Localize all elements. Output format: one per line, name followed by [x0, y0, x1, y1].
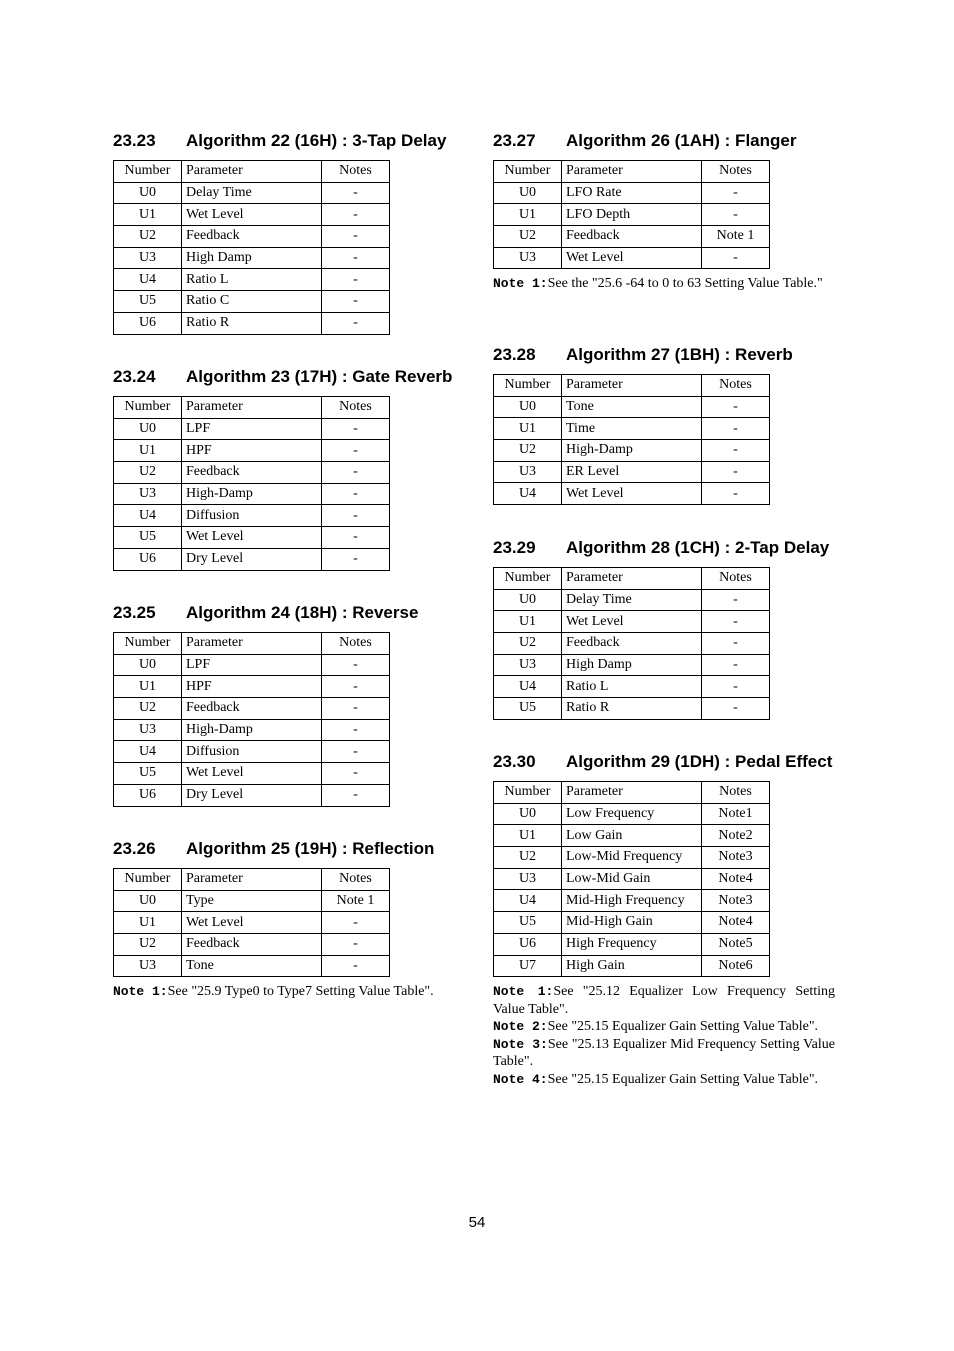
cell-number: U0 [494, 803, 562, 825]
cell-parameter: Wet Level [562, 611, 702, 633]
cell-number: U0 [494, 182, 562, 204]
cell-notes: Note3 [702, 890, 770, 912]
cell-notes: - [702, 698, 770, 720]
cell-notes: - [322, 269, 390, 291]
cell-notes: Note1 [702, 803, 770, 825]
cell-notes: Note5 [702, 933, 770, 955]
cell-number: U5 [494, 912, 562, 934]
column-header: Notes [322, 869, 390, 891]
table-row [114, 483, 390, 505]
table-row [494, 440, 770, 462]
cell-parameter: Low-Mid Frequency [562, 847, 702, 869]
cell-notes: Note3 [702, 847, 770, 869]
cell-notes: - [322, 741, 390, 763]
cell-number: U2 [494, 440, 562, 462]
table-row [494, 204, 770, 226]
cell-notes: - [322, 418, 390, 440]
cell-number: U1 [114, 912, 182, 934]
column-header: Number [494, 782, 562, 804]
cell-parameter: LFO Depth [562, 204, 702, 226]
cell-parameter: Diffusion [182, 741, 322, 763]
table-row [494, 589, 770, 611]
table-notes [113, 983, 455, 1001]
cell-parameter: Wet Level [182, 527, 322, 549]
cell-notes: - [322, 719, 390, 741]
cell-parameter: Mid-High Gain [562, 912, 702, 934]
parameter-table [493, 160, 770, 269]
parameter-table [113, 632, 390, 807]
note-item [493, 1018, 835, 1036]
cell-number: U3 [114, 247, 182, 269]
section-23-29 [493, 537, 829, 720]
note-text: See "25.13 Equalizer Mid Frequency Setting Value Table". [493, 1036, 835, 1070]
cell-parameter: Dry Level [182, 784, 322, 806]
cell-notes: Note2 [702, 825, 770, 847]
note-text: See "25.15 Equalizer Gain Setting Value Table". [547, 1019, 819, 1035]
section-heading [113, 838, 455, 860]
table-header-row [494, 782, 770, 804]
cell-notes: - [322, 955, 390, 977]
cell-number: U0 [114, 418, 182, 440]
column-header: Parameter [182, 869, 322, 891]
cell-parameter: Wet Level [182, 204, 322, 226]
cell-number: U4 [114, 269, 182, 291]
cell-number: U1 [494, 825, 562, 847]
table-row [114, 247, 390, 269]
cell-parameter: Delay Time [562, 589, 702, 611]
section-number: 23.24 [113, 367, 156, 386]
cell-notes: Note4 [702, 868, 770, 890]
table-row [114, 784, 390, 806]
table-row [114, 676, 390, 698]
cell-notes: Note 1 [322, 890, 390, 912]
section-23-24 [113, 366, 452, 571]
section-heading [113, 130, 446, 152]
note-text: See the "25.6 -64 to 0 to 63 Setting Value Table." [547, 276, 823, 292]
cell-notes: - [322, 505, 390, 527]
table-row [114, 912, 390, 934]
cell-number: U2 [494, 847, 562, 869]
cell-notes: - [322, 291, 390, 313]
section-title: Algorithm 27 (1BH) : Reverb [566, 345, 793, 364]
page-number: 54 [468, 1214, 486, 1231]
table-row [494, 461, 770, 483]
cell-notes: - [322, 527, 390, 549]
table-header-row [494, 375, 770, 397]
table-header-row [494, 568, 770, 590]
column-header: Parameter [182, 633, 322, 655]
cell-parameter: Ratio L [182, 269, 322, 291]
cell-parameter: LFO Rate [562, 182, 702, 204]
cell-number: U4 [114, 505, 182, 527]
parameter-table [493, 567, 770, 720]
column-header: Notes [702, 782, 770, 804]
section-heading [493, 130, 835, 152]
cell-number: U5 [114, 291, 182, 313]
note-label: Note 1: [493, 276, 548, 292]
section-heading [493, 344, 793, 366]
section-23-27 [493, 130, 835, 293]
section-title: Algorithm 29 (1DH) : Pedal Effect [566, 752, 833, 771]
table-row [494, 396, 770, 418]
cell-number: U1 [494, 611, 562, 633]
column-header: Notes [322, 633, 390, 655]
cell-number: U0 [494, 396, 562, 418]
table-row [494, 247, 770, 269]
table-row [114, 741, 390, 763]
note-item [493, 983, 835, 1018]
column-header: Parameter [562, 782, 702, 804]
cell-parameter: Wet Level [562, 483, 702, 505]
cell-parameter: HPF [182, 676, 322, 698]
table-row [494, 654, 770, 676]
cell-parameter: Diffusion [182, 505, 322, 527]
cell-parameter: Low Gain [562, 825, 702, 847]
cell-number: U4 [114, 741, 182, 763]
cell-notes: - [322, 182, 390, 204]
table-header-row [494, 161, 770, 183]
column-header: Notes [322, 161, 390, 183]
cell-parameter: Feedback [182, 462, 322, 484]
cell-notes: - [702, 676, 770, 698]
table-header-row [114, 633, 390, 655]
cell-number: U1 [114, 440, 182, 462]
cell-parameter: Time [562, 418, 702, 440]
table-row [114, 269, 390, 291]
cell-parameter: Ratio L [562, 676, 702, 698]
section-23-30 [493, 751, 835, 1088]
table-row [114, 291, 390, 313]
note-label: Note 4: [493, 1071, 548, 1087]
cell-number: U2 [114, 226, 182, 248]
cell-parameter: Delay Time [182, 182, 322, 204]
cell-notes: - [702, 461, 770, 483]
cell-number: U6 [114, 548, 182, 570]
table-row [114, 527, 390, 549]
cell-number: U1 [494, 204, 562, 226]
table-row [494, 890, 770, 912]
cell-notes: - [322, 763, 390, 785]
cell-parameter: High Damp [562, 654, 702, 676]
table-row [494, 698, 770, 720]
table-row [494, 633, 770, 655]
cell-parameter: LPF [182, 654, 322, 676]
section-23-25 [113, 602, 418, 807]
cell-number: U6 [494, 933, 562, 955]
cell-notes: - [702, 611, 770, 633]
section-heading [493, 751, 835, 773]
note-label: Note 1: [113, 984, 168, 1000]
table-row [114, 698, 390, 720]
cell-parameter: High Damp [182, 247, 322, 269]
table-row [114, 719, 390, 741]
section-number: 23.23 [113, 131, 156, 150]
cell-parameter: Ratio C [182, 291, 322, 313]
cell-notes: - [702, 633, 770, 655]
note-label: Note 1: [493, 984, 554, 1000]
column-header: Number [114, 869, 182, 891]
table-row [494, 955, 770, 977]
cell-parameter: Low Frequency [562, 803, 702, 825]
cell-parameter: Feedback [562, 226, 702, 248]
parameter-table [113, 868, 390, 977]
cell-parameter: High-Damp [562, 440, 702, 462]
cell-parameter: High Frequency [562, 933, 702, 955]
column-header: Number [114, 633, 182, 655]
section-heading [113, 602, 418, 624]
cell-notes: - [322, 462, 390, 484]
parameter-table [113, 160, 390, 335]
section-title: Algorithm 28 (1CH) : 2-Tap Delay [566, 538, 830, 557]
cell-number: U0 [114, 890, 182, 912]
cell-notes: - [702, 182, 770, 204]
section-number: 23.26 [113, 839, 156, 858]
cell-number: U3 [494, 247, 562, 269]
section-title: Algorithm 23 (17H) : Gate Reverb [186, 367, 453, 386]
cell-number: U2 [114, 934, 182, 956]
cell-number: U4 [494, 483, 562, 505]
cell-number: U3 [494, 868, 562, 890]
cell-parameter: Wet Level [182, 912, 322, 934]
cell-parameter: Tone [182, 955, 322, 977]
cell-parameter: HPF [182, 440, 322, 462]
cell-number: U4 [494, 676, 562, 698]
cell-notes: Note 1 [702, 226, 770, 248]
section-number: 23.28 [493, 345, 536, 364]
cell-number: U7 [494, 955, 562, 977]
section-heading [493, 537, 829, 559]
table-row [494, 483, 770, 505]
table-header-row [114, 869, 390, 891]
column-header: Number [494, 375, 562, 397]
cell-number: U0 [114, 182, 182, 204]
cell-number: U5 [114, 763, 182, 785]
table-row [114, 548, 390, 570]
cell-parameter: High-Damp [182, 719, 322, 741]
cell-number: U2 [114, 698, 182, 720]
column-header: Number [494, 568, 562, 590]
table-row [494, 611, 770, 633]
cell-parameter: Wet Level [182, 763, 322, 785]
cell-notes: - [322, 312, 390, 334]
cell-parameter: Feedback [182, 934, 322, 956]
cell-number: U2 [494, 633, 562, 655]
note-text: See "25.9 Type0 to Type7 Setting Value Table". [167, 984, 434, 1000]
table-row [494, 933, 770, 955]
cell-notes: Note6 [702, 955, 770, 977]
cell-notes: - [702, 440, 770, 462]
cell-parameter: Wet Level [562, 247, 702, 269]
cell-notes: - [322, 676, 390, 698]
note-label: Note 2: [493, 1019, 548, 1035]
table-header-row [114, 161, 390, 183]
cell-notes: - [322, 654, 390, 676]
cell-notes: - [322, 247, 390, 269]
section-number: 23.30 [493, 752, 536, 771]
cell-parameter: Ratio R [562, 698, 702, 720]
cell-number: U1 [114, 676, 182, 698]
cell-parameter: Type [182, 890, 322, 912]
note-item [493, 275, 835, 293]
note-item [113, 983, 455, 1001]
table-row [114, 204, 390, 226]
table-notes [493, 983, 835, 1088]
cell-number: U5 [114, 527, 182, 549]
cell-number: U4 [494, 890, 562, 912]
parameter-table [113, 396, 390, 571]
column-header: Notes [702, 568, 770, 590]
cell-parameter: ER Level [562, 461, 702, 483]
note-text: See "25.12 Equalizer Low Frequency Setting Value Table". [493, 984, 835, 1017]
section-number: 23.27 [493, 131, 536, 150]
cell-parameter: Feedback [562, 633, 702, 655]
table-notes [493, 275, 835, 293]
parameter-table [493, 781, 770, 977]
column-header: Parameter [182, 397, 322, 419]
column-header: Parameter [562, 375, 702, 397]
table-row [114, 418, 390, 440]
section-heading [113, 366, 452, 388]
column-header: Number [114, 397, 182, 419]
column-header: Notes [322, 397, 390, 419]
table-row [494, 912, 770, 934]
column-header: Number [114, 161, 182, 183]
cell-number: U1 [494, 418, 562, 440]
cell-parameter: High Gain [562, 955, 702, 977]
cell-number: U2 [494, 226, 562, 248]
column-header: Parameter [182, 161, 322, 183]
column-header: Parameter [562, 161, 702, 183]
cell-notes: - [702, 204, 770, 226]
note-item [493, 1071, 835, 1089]
table-row [114, 890, 390, 912]
note-label: Note 3: [493, 1036, 548, 1052]
cell-parameter: Ratio R [182, 312, 322, 334]
cell-number: U3 [494, 461, 562, 483]
note-text: See "25.15 Equalizer Gain Setting Value Table". [547, 1071, 819, 1087]
parameter-table [493, 374, 770, 505]
column-header: Notes [702, 161, 770, 183]
table-row [494, 847, 770, 869]
cell-parameter: LPF [182, 418, 322, 440]
cell-number: U5 [494, 698, 562, 720]
cell-notes: - [322, 934, 390, 956]
column-header: Parameter [562, 568, 702, 590]
cell-number: U6 [114, 784, 182, 806]
section-number: 23.29 [493, 538, 536, 557]
cell-notes: - [322, 204, 390, 226]
table-row [114, 505, 390, 527]
cell-parameter: Mid-High Frequency [562, 890, 702, 912]
cell-number: U0 [494, 589, 562, 611]
table-row [494, 418, 770, 440]
cell-number: U3 [114, 483, 182, 505]
table-row [114, 654, 390, 676]
cell-notes: - [702, 396, 770, 418]
note-item [493, 1036, 835, 1071]
section-23-28 [493, 344, 793, 505]
cell-notes: - [322, 784, 390, 806]
table-row [114, 955, 390, 977]
cell-number: U2 [114, 462, 182, 484]
cell-number: U3 [494, 654, 562, 676]
table-row [494, 868, 770, 890]
cell-parameter: Feedback [182, 698, 322, 720]
cell-number: U6 [114, 312, 182, 334]
section-23-23 [113, 130, 446, 335]
section-title: Algorithm 24 (18H) : Reverse [186, 603, 419, 622]
table-row [114, 934, 390, 956]
cell-notes: - [702, 247, 770, 269]
column-header: Notes [702, 375, 770, 397]
table-row [114, 226, 390, 248]
cell-number: U0 [114, 654, 182, 676]
cell-parameter: Feedback [182, 226, 322, 248]
section-title: Algorithm 25 (19H) : Reflection [186, 839, 435, 858]
table-row [114, 462, 390, 484]
table-row [114, 763, 390, 785]
section-23-26 [113, 838, 455, 1001]
table-row [494, 825, 770, 847]
table-row [114, 182, 390, 204]
cell-notes: - [702, 589, 770, 611]
cell-notes: - [322, 698, 390, 720]
table-header-row [114, 397, 390, 419]
table-row [494, 803, 770, 825]
cell-parameter: High-Damp [182, 483, 322, 505]
table-row [494, 182, 770, 204]
cell-notes: Note4 [702, 912, 770, 934]
section-number: 23.25 [113, 603, 156, 622]
cell-notes: - [322, 483, 390, 505]
table-row [114, 440, 390, 462]
cell-number: U3 [114, 955, 182, 977]
cell-notes: - [322, 440, 390, 462]
cell-parameter: Tone [562, 396, 702, 418]
cell-parameter: Dry Level [182, 548, 322, 570]
table-row [114, 312, 390, 334]
cell-notes: - [702, 483, 770, 505]
table-row [494, 676, 770, 698]
cell-notes: - [702, 418, 770, 440]
cell-number: U3 [114, 719, 182, 741]
cell-notes: - [322, 226, 390, 248]
cell-notes: - [322, 912, 390, 934]
column-header: Number [494, 161, 562, 183]
section-title: Algorithm 26 (1AH) : Flanger [566, 131, 797, 150]
section-title: Algorithm 22 (16H) : 3-Tap Delay [186, 131, 447, 150]
cell-number: U1 [114, 204, 182, 226]
cell-notes: - [702, 654, 770, 676]
cell-notes: - [322, 548, 390, 570]
cell-parameter: Low-Mid Gain [562, 868, 702, 890]
table-row [494, 226, 770, 248]
